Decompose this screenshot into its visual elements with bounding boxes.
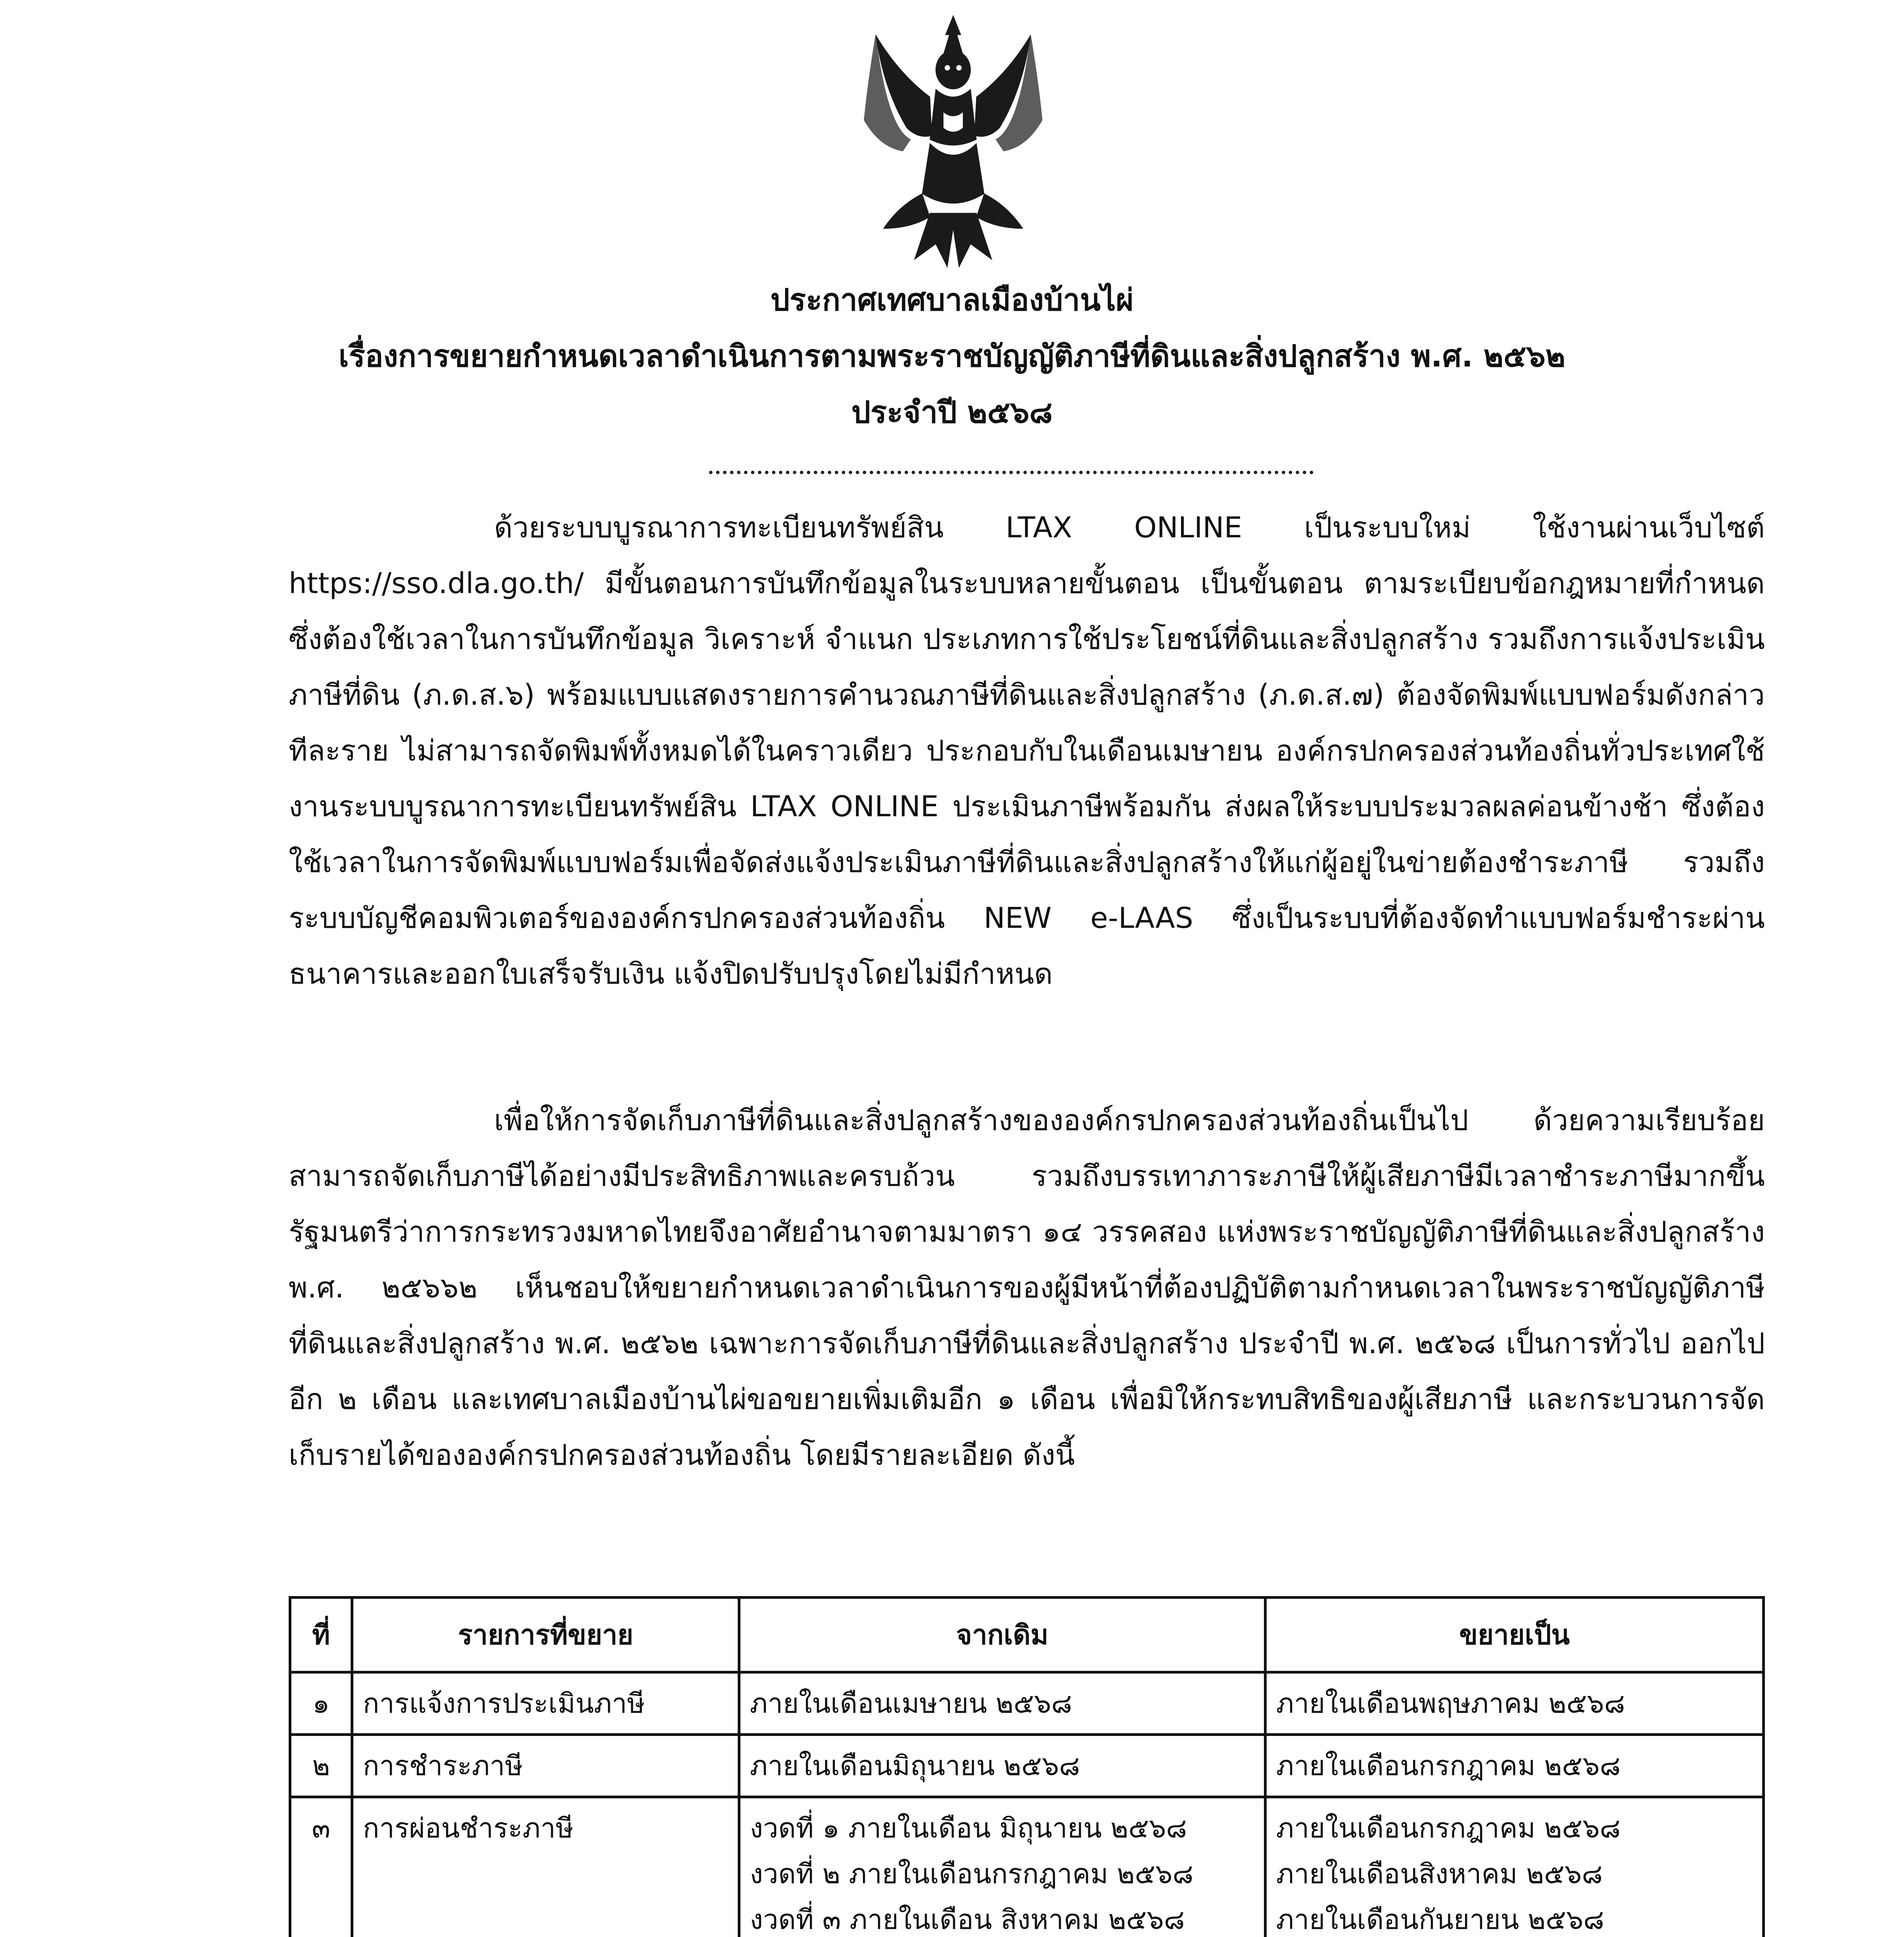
announcement-year: ประจำปี ๒๕๖๘	[851, 395, 1053, 430]
cell-line: ภายในเดือนกรกฎาคม ๒๕๖๘	[1276, 1750, 1621, 1782]
cell-line: ภายในเดือนเมษายน ๒๕๖๘	[750, 1688, 1073, 1719]
cell-line: การชำระภาษี	[363, 1750, 523, 1782]
row-from	[739, 1735, 1265, 1797]
table-row	[290, 1735, 1764, 1797]
header-item: รายการที่ขยาย	[352, 1598, 739, 1672]
paragraph-text: ด้วยระบบบูรณาการทะเบียนทรัพย์สิน LTAX ONLINE เป็นระบบใหม่ ใช้งานผ่านเว็บไซต์ https://sso.dla.go.th/ มีขั้นตอนการบันทึกข้อมูลในระบบหลายขั้นตอน เป็นขั้นตอน ตามระเบียบข้อกฎหมายที่กำหนด ซึ่งต้องใช้เวลาในการบันทึกข้อมูล วิเคราะห์ จำแนก ประเภทการใช้ประโยชน์ที่ดินและสิ่งปลูกสร้าง รวมถึงการแจ้งประเมินภาษีที่ดิน (ภ.ด.ส.๖) พร้อมแบบแสดงรายการคำนวณภาษีที่ดินและสิ่งปลูกสร้าง (ภ.ด.ส.๗) ต้องจัดพิมพ์แบบฟอร์มดังกล่าวทีละราย ไม่สามารถจัดพิมพ์ทั้งหมดได้ในคราวเดียว ประกอบกับในเดือนเมษายน องค์กรปกครองส่วนท้องถิ่นทั่วประเทศใช้งานระบบบูรณาการทะเบียนทรัพย์สิน LTAX ONLINE ประเมินภาษีพร้อมกัน ส่งผลให้ระบบประมวลผลค่อนข้างช้า ซึ่งต้องใช้เวลาในการจัดพิมพ์แบบฟอร์มเพื่อจัดส่งแจ้งประเมินภาษีที่ดินและสิ่งปลูกสร้างให้แก่ผู้อยู่ในข่ายต้องชำระภาษี รวมถึงระบบบัญชีคอมพิวเตอร์ขององค์กรปกครองส่วนท้องถิ่น NEW e-LAAS ซึ่งเป็นระบบที่ต้องจัดทำแบบฟอร์มชำระผ่านธนาคารและออกใบเสร็จรับเงิน แจ้งปิดปรับปรุงโดยไม่มีกำหนด	[289, 511, 1765, 991]
body-paragraph-1	[289, 500, 1765, 1002]
cell-line: ภายในเดือนสิงหาคม ๒๕๖๘	[1276, 1858, 1603, 1890]
row-to	[1265, 1672, 1764, 1735]
dotted-divider	[709, 471, 1314, 474]
cell-line: ภายในเดือนกันยายน ๒๕๖๘	[1276, 1904, 1604, 1935]
row-item	[352, 1735, 739, 1797]
cell-line: งวดที่ ๑ ภายในเดือน มิถุนายน ๒๕๖๘	[750, 1812, 1187, 1844]
row-number: ๒	[290, 1735, 352, 1797]
table-row	[290, 1797, 1764, 1937]
cell-line: งวดที่ ๓ ภายในเดือน สิงหาคม ๒๕๖๘	[750, 1904, 1185, 1935]
cell-line: ภายในเดือนพฤษภาคม ๒๕๖๘	[1276, 1688, 1625, 1719]
announcement-subject: เรื่องการขยายกำหนดเวลาดำเนินการตามพระราชบัญญัติภาษีที่ดินและสิ่งปลูกสร้าง พ.ศ. ๒๕๖๒	[338, 339, 1566, 374]
header-from: จากเดิม	[739, 1598, 1265, 1672]
cell-line: ภายในเดือนมิถุนายน ๒๕๖๘	[750, 1750, 1080, 1782]
row-to	[1265, 1735, 1764, 1797]
row-from	[739, 1797, 1265, 1937]
header-to: ขยายเป็น	[1265, 1598, 1764, 1672]
row-item	[352, 1797, 739, 1937]
cell-line: ภายในเดือนกรกฎาคม ๒๕๖๘	[1276, 1812, 1621, 1844]
body-paragraph-2	[289, 1092, 1765, 1483]
extension-table	[289, 1596, 1765, 1937]
row-item	[352, 1672, 739, 1735]
header-no: ที่	[290, 1598, 352, 1672]
row-number: ๓	[290, 1797, 352, 1937]
row-from	[739, 1672, 1265, 1735]
garuda-emblem-icon	[852, 12, 1054, 275]
table-row	[290, 1672, 1764, 1735]
cell-line: งวดที่ ๒ ภายในเดือนกรกฎาคม ๒๕๖๘	[750, 1858, 1194, 1890]
row-number: ๑	[290, 1672, 352, 1735]
announcement-title: ประกาศเทศบาลเมืองบ้านไผ่	[770, 283, 1134, 318]
table-header-row	[290, 1598, 1764, 1672]
paragraph-text: เพื่อให้การจัดเก็บภาษีที่ดินและสิ่งปลูกสร้างขององค์กรปกครองส่วนท้องถิ่นเป็นไป ด้วยความเรียบร้อย สามารถจัดเก็บภาษีได้อย่างมีประสิทธิภาพและครบถ้วน รวมถึงบรรเทาภาระภาษีให้ผู้เสียภาษีมีเวลาชำระภาษีมากขึ้น รัฐมนตรีว่าการกระทรวงมหาดไทยจึงอาศัยอำนาจตามมาตรา ๑๔ วรรคสอง แห่งพระราชบัญญัติภาษีที่ดินและสิ่งปลูกสร้าง พ.ศ. ๒๕๖๖๒ เห็นชอบให้ขยายกำหนดเวลาดำเนินการของผู้มีหน้าที่ต้องปฏิบัติตามกำหนดเวลาในพระราชบัญญัติภาษีที่ดินและสิ่งปลูกสร้าง พ.ศ. ๒๕๖๒ เฉพาะการจัดเก็บภาษีที่ดินและสิ่งปลูกสร้าง ประจำปี พ.ศ. ๒๕๖๘ เป็นการทั่วไป ออกไปอีก ๒ เดือน และเทศบาลเมืองบ้านไผ่ขอขยายเพิ่มเติมอีก ๑ เดือน เพื่อมิให้กระทบสิทธิของผู้เสียภาษี และกระบวนการจัดเก็บรายได้ขององค์กรปกครองส่วนท้องถิ่น โดยมีรายละเอียด ดังนี้	[289, 1104, 1765, 1472]
cell-line: การแจ้งการประเมินภาษี	[363, 1688, 645, 1719]
row-to	[1265, 1797, 1764, 1937]
cell-line: การผ่อนชำระภาษี	[363, 1812, 574, 1844]
